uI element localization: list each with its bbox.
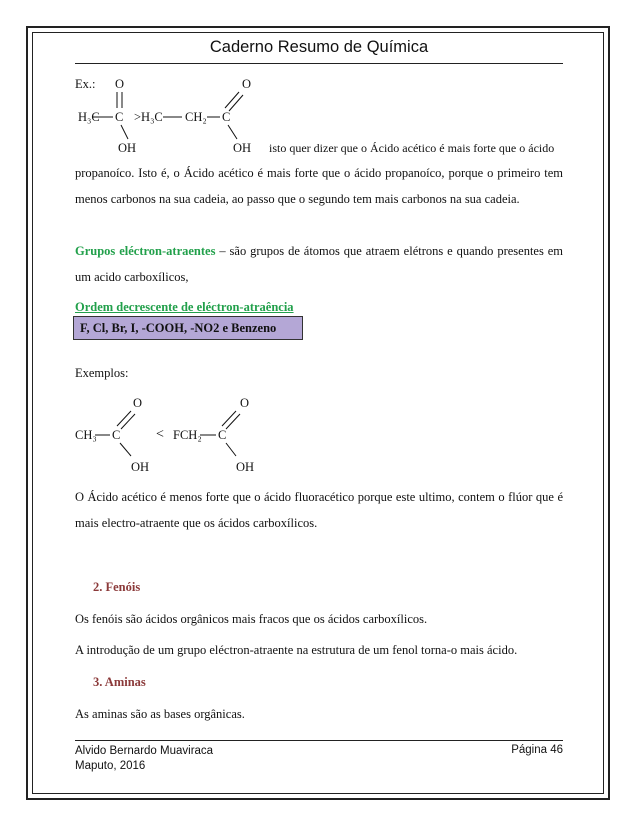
ex2-less-than: < [156, 427, 164, 442]
ex2-oxygen-right: O [240, 396, 250, 410]
page-header-title: Caderno Resumo de Química [209, 38, 429, 56]
footer-author-block [75, 744, 213, 774]
ex1-oxygen-right: O [242, 77, 252, 91]
ex2-fch2: FCH₂ [173, 428, 202, 442]
footer-page-number: Página 46 [511, 744, 563, 756]
section-3-heading: 3. Aminas [93, 675, 146, 689]
ex1-oh-right: OH [233, 141, 252, 155]
definition-electron-attracting-groups: – são grupos de átomos que atraem elétrons e quando presentes em um acido carboxílicos, [75, 244, 564, 284]
ex2-oh-left: OH [131, 460, 150, 474]
ex2-carbon-2: C [218, 428, 227, 442]
order-title: Ordem decrescente de eléctron-atraência [75, 300, 294, 314]
ex1-h3c: H₃C [78, 110, 100, 124]
paragraph-acetic-vs-fluoracetic: O Ácido acético é menos forte que o ácido fluoracético porque este ultimo, contem o flúor que é mais electro-atraente que os ácidos carboxílicos. [75, 490, 563, 530]
section-3-paragraph-1: As aminas são as bases orgânicas. [75, 707, 245, 721]
ex1-carbon-2: C [222, 110, 231, 124]
ex2-oxygen-left: O [133, 396, 143, 410]
footer-divider [75, 740, 563, 741]
paragraph-acetic-vs-propanoic: propanoíco. Isto é, o Ácido acético é mais forte que o ácido propanoíco, porque o primeiro tem menos carbonos na sua cadeia, ao passo que o segundo tem mais carbonos na sua cadeia. [75, 166, 563, 206]
ex1-oh-left: OH [118, 141, 137, 155]
ex2-ch3: CH₃ [75, 428, 97, 442]
term-electron-attracting-groups: Grupos eléctron-atraentes [75, 244, 216, 258]
ex1-carbon-1: C [115, 110, 124, 124]
ex2-oh-right: OH [236, 460, 255, 474]
footer-city: Maputo, 2016 [75, 760, 146, 772]
footer-author: Alvido Bernardo Muaviraca [75, 745, 214, 757]
ex1-greater-h3c: >H₃C [134, 110, 163, 124]
examples-label: Exemplos: [75, 366, 129, 380]
order-box: F, Cl, Br, I, -COOH, -NO2 e Benzeno [73, 316, 303, 340]
section-2-heading: 2. Fenóis [93, 580, 141, 594]
ex1-explanation: isto quer dizer que o Ácido acético é mais forte que o ácido [269, 141, 555, 155]
section-2-paragraph-1: Os fenóis são ácidos orgânicos mais fracos que os ácidos carboxílicos. [75, 612, 428, 626]
ex1-ch2: CH₂ [185, 110, 207, 124]
example-label: Ex.: [75, 77, 96, 91]
ex2-carbon-1: C [112, 428, 121, 442]
ex1-oxygen-left: O [115, 77, 125, 91]
section-2-paragraph-2: A introdução de um grupo eléctron-atraente na estrutura de um fenol torna-o mais ácido. [75, 643, 518, 657]
